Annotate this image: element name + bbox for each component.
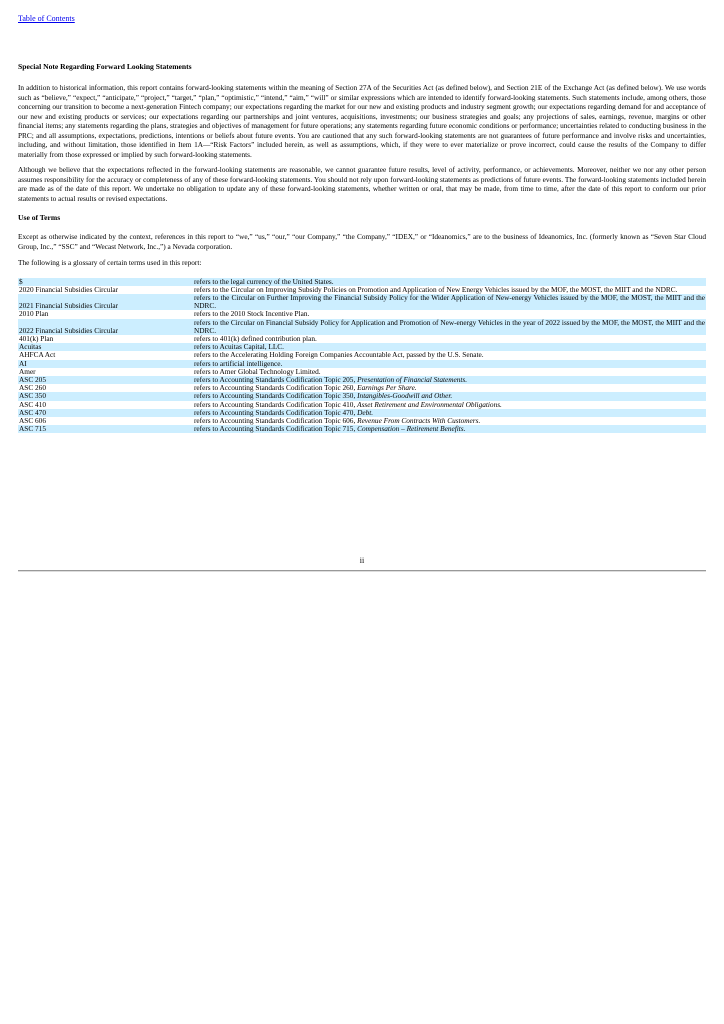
glossary-term: ASC 350 <box>18 392 193 400</box>
glossary-definition-text: refers to Accounting Standards Codification Topic 350, <box>194 391 358 401</box>
table-row <box>18 351 706 359</box>
glossary-definition-title: Revenue From Contracts With Customers. <box>357 415 481 425</box>
glossary-term: $ <box>18 278 193 286</box>
use-of-terms-paragraph: Except as otherwise indicated by the context, references in this report to “we,” “us,” “our,” “our Company,” “the Company,” “IDEX,” or “Ideanomics,” are to the business of Ideanomics, Inc. (formerly known as “Seven Star Cloud Group, Inc.,” “SSC” and “Wecast Network, Inc.,”) a Nevada corporation. <box>18 232 706 251</box>
glossary-definition-text: refers to Accounting Standards Codification Topic 606, <box>194 415 358 425</box>
page-divider <box>18 570 706 571</box>
table-row <box>18 425 706 433</box>
table-row <box>18 319 706 335</box>
glossary-term: ASC 410 <box>19 399 46 409</box>
glossary-definition-text: refers to the Accelerating Holding Foreign Companies Accountable Act, passed by the U.S. Senate. <box>194 350 484 360</box>
table-of-contents-link[interactable]: Table of Contents <box>18 14 75 23</box>
forward-looking-paragraph-1: In addition to historical information, this report contains forward-looking statements within the meaning of Section 27A of the Securities Act (as defined below), and Section 21E of the Exchange Act (as defined below). We use words such as “believe,” “expect,” “anticipate,” “project,” “target,” “plan,” “optimistic,” “intend,” “aim,” “will” or similar expressions which are intended to identify forward-looking statements. Such statements include, among others, those concerning our transition to become a next-generation Fintech company; our expectations regarding the market for our new and existing products and industry segment growth; our expectations regarding demand for and acceptance of our new and existing products or services; our expectations regarding our partnerships and joint ventures, acquisitions, investments; our business strategies and goals; any projections of sales, earnings, revenue, margins or other financial items; any statements regarding the plans, strategies and objectives of management for future operations; any statements regarding future economic conditions or performance; uncertainties related to conducting business in the PRC; and all assumptions, expectations, predictions, intentions or beliefs about future events. You are cautioned that any such forward-looking statements are not guarantees of future performance and involve risks and uncertainties, including, and without limitation, those identified in Item 1A—“Risk Factors” included herein, as well as assumptions, which, if they were to ever materialize or prove incorrect, could cause the results of the Company to differ materially from those expressed or implied by such forward-looking statements. <box>18 83 706 159</box>
glossary-term: 401(k) Plan <box>19 333 54 343</box>
glossary-definition-text: refers to Acuitas Capital, LLC. <box>194 342 284 352</box>
glossary-intro: The following is a glossary of certain terms used in this report: <box>18 258 202 267</box>
glossary-definition-text: refers to Amer Global Technology Limited. <box>194 366 321 376</box>
glossary-definition-text: refers to Accounting Standards Codification Topic 410, <box>194 399 358 409</box>
document-page <box>18 8 706 433</box>
glossary-definition <box>193 425 706 433</box>
glossary-term: 2020 Financial Subsidies Circular <box>19 284 119 294</box>
forward-looking-paragraph-2: Although we believe that the expectations reflected in the forward-looking statements are reasonable, we cannot guarantee future results, level of activity, performance, or achievements. Moreover, neither we nor any other person assumes responsibility for the accuracy or completeness of any of these forward-looking statements. You should not rely upon forward-looking statements as predictions of future events. The forward-looking statements included herein are made as of the date of this report. We undertake no obligation to update any of these forward-looking statements, whether written or oral, that may be made, from time to time, after the date of this report to conform our prior statements to actual results or revised expectations. <box>18 165 706 203</box>
glossary-definition-title: Intangibles-Goodwill and Other. <box>357 391 453 401</box>
glossary-definition-text: refers to the Circular on Improving Subsidy Policies on Promotion and Application of New Energy Vehicles issued by the MOF, the MOST, the MIIT and the NDRC. <box>194 284 678 294</box>
glossary-term: AI <box>18 360 193 368</box>
glossary-term: 2010 Plan <box>19 309 49 319</box>
table-row <box>18 335 706 343</box>
glossary-term: AHFCA Act <box>19 350 56 360</box>
glossary-definition-text: refers to artificial intelligence. <box>194 358 283 368</box>
glossary-definition-text: refers to Accounting Standards Codification Topic 260, <box>194 383 358 393</box>
glossary-definition-text: refers to the legal currency of the United States. <box>194 276 334 286</box>
glossary-definition-text: refers to Accounting Standards Codification Topic 470, <box>194 407 358 417</box>
forward-looking-heading: Special Note Regarding Forward Looking Statements <box>18 62 192 71</box>
glossary-term: 2022 Financial Subsidies Circular <box>18 319 193 335</box>
glossary-term: ASC 260 <box>19 383 46 393</box>
glossary-term: ASC 470 <box>18 409 193 417</box>
glossary-term: ASC 715 <box>18 425 193 433</box>
glossary-definition-text: refers to the Circular on Further Improving the Financial Subsidy Policy for the Wider Application of New-energy Vehicles issued by the MOF, the MOST, the MIIT and the NDRC. <box>194 292 705 311</box>
glossary-table <box>18 278 706 434</box>
glossary-definition-title: Presentation of Financial Statements. <box>357 374 468 384</box>
glossary-definition-title: Compensation – Retirement Benefits. <box>357 424 466 434</box>
use-of-terms-heading: Use of Terms <box>18 213 61 222</box>
glossary-term: ASC 606 <box>19 415 46 425</box>
glossary-definition-text: refers to Accounting Standards Codification Topic 205, <box>194 374 358 384</box>
glossary-definition <box>193 319 706 335</box>
glossary-definition-title: Earnings Per Share. <box>357 383 417 393</box>
page-number: ii <box>359 556 365 565</box>
glossary-definition-text: refers to the 2010 Stock Incentive Plan. <box>194 309 310 319</box>
glossary-definition <box>193 294 706 310</box>
glossary-definition-title: Debt. <box>357 407 374 417</box>
glossary-term: ASC 205 <box>18 376 193 384</box>
glossary-definition-text: refers to the Circular on Financial Subsidy Policy for Application and Promotion of New-energy Vehicles in the year of 2022 issued by the MOF, the MOST, the MIIT and the NDRC. <box>194 317 705 335</box>
glossary-definition-text: refers to Accounting Standards Codification Topic 715, <box>194 424 358 434</box>
glossary-term: Acuitas <box>18 343 193 351</box>
table-row <box>18 360 706 368</box>
glossary-definition-title: Asset Retirement and Environmental Obligations. <box>357 399 502 409</box>
glossary-term: Amer <box>19 366 36 376</box>
glossary-term: 2021 Financial Subsidies Circular <box>18 294 193 310</box>
glossary-definition-text: refers to 401(k) defined contribution plan. <box>194 333 317 343</box>
table-row <box>18 294 706 310</box>
